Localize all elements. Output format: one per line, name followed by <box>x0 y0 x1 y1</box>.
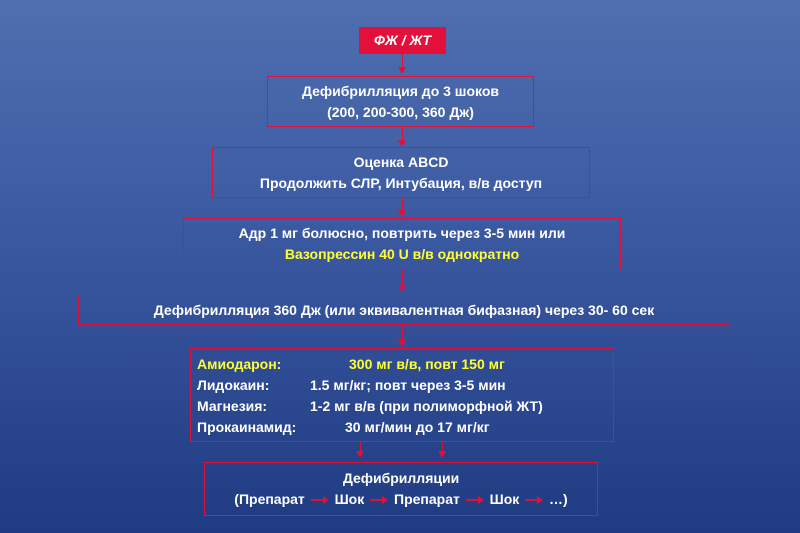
adrenaline-box <box>183 218 621 270</box>
abcd-assessment-line1: Оценка ABCD <box>353 154 449 170</box>
sequence-continue: …) <box>549 491 568 507</box>
sequence-drug: Препарат <box>394 491 460 507</box>
arrow-down-icon <box>398 340 406 347</box>
arrow-down-icon <box>398 140 406 147</box>
defibrillation-360-line: Дефибрилляция 360 Дж (или эквивалентная бифазная) через 30- 60 сек <box>153 302 655 318</box>
vasopressin-line: Вазопрессин 40 U в/в однократно <box>284 246 520 262</box>
drug-dose: 1-2 мг в/в (при полиморфной ЖТ) <box>310 398 543 414</box>
adrenaline-line1: Адр 1 мг болюсно, повтрить через 3-5 мин или <box>238 225 566 241</box>
defibrillation-initial-box <box>267 76 534 127</box>
sequence-shock: Шок <box>334 491 365 507</box>
arrow-down-icon <box>398 285 406 292</box>
drug-row-lidocaine <box>197 375 613 396</box>
connector <box>402 54 403 68</box>
arrow-down-icon <box>398 210 406 217</box>
defibrillation-cycle-sequence <box>205 489 597 510</box>
defibrillation-cycle-title: Дефибрилляции <box>342 470 460 486</box>
drug-name: Лидокаин: <box>197 377 270 393</box>
drug-dose: 1.5 мг/кг; повт через 3-5 мин <box>310 377 506 393</box>
arrow-right-icon <box>311 495 329 505</box>
drug-row-procainamide <box>197 417 613 438</box>
drug-dose: 300 мг в/в, повт 150 мг <box>349 356 505 372</box>
abcd-assessment-box <box>212 147 590 198</box>
defibrillation-360-box <box>78 295 730 325</box>
defibrillation-initial-line1: Дефибрилляция до 3 шоков <box>301 83 500 99</box>
drug-name: Амиодарон: <box>197 356 282 372</box>
drug-row-magnesium <box>197 396 613 417</box>
drug-dose: 30 мг/мин до 17 мг/кг <box>345 419 490 435</box>
title-label: ФЖ / ЖТ <box>373 32 432 48</box>
defibrillation-initial-line2: (200, 200-300, 360 Дж) <box>327 104 474 120</box>
abcd-assessment-line2: Продолжить СЛР, Интубация, в/в доступ <box>259 175 543 191</box>
drug-name: Магнезия: <box>197 398 268 414</box>
arrow-down-icon <box>356 451 364 458</box>
arrow-right-icon <box>370 495 388 505</box>
arrow-down-icon <box>398 67 406 74</box>
drug-name: Прокаинамид: <box>197 419 297 435</box>
defibrillation-cycle-box <box>204 462 598 516</box>
arrow-down-icon <box>438 451 446 458</box>
antiarrhythmics-box <box>190 348 614 442</box>
sequence-drug: Препарат <box>238 491 305 507</box>
connector <box>402 325 403 341</box>
arrow-right-icon <box>466 495 484 505</box>
arrow-right-icon <box>525 495 543 505</box>
drug-row-amiodarone <box>197 354 613 375</box>
title-box <box>359 27 446 54</box>
sequence-shock: Шок <box>489 491 520 507</box>
connector <box>402 127 403 141</box>
connector <box>402 270 403 286</box>
sequence-open: ( <box>234 491 239 507</box>
